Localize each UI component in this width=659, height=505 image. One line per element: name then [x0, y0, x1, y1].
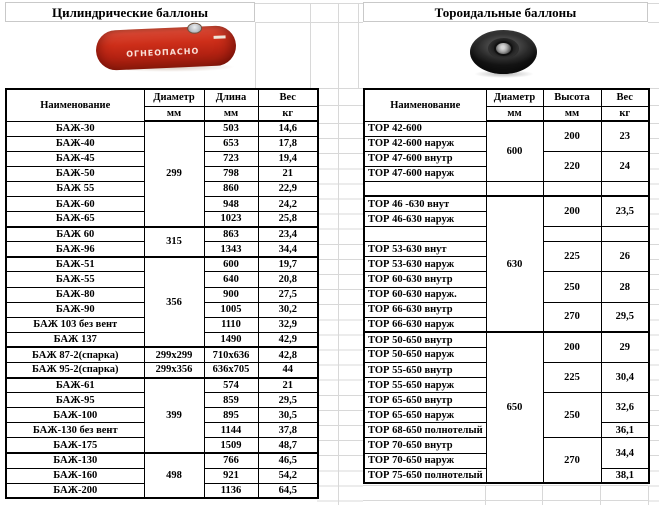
gridline [485, 486, 486, 505]
gridline [358, 3, 359, 88]
name-cell: ТОР 65-650 внутр [364, 393, 486, 408]
name-cell: БАЖ-40 [6, 136, 144, 151]
empty-cell [601, 181, 649, 196]
name-cell: ТОР 53-630 наруж [364, 257, 486, 272]
height-cell: 225 [543, 242, 601, 272]
length-cell: 1136 [204, 483, 258, 498]
weight-cell: 14,6 [258, 121, 318, 136]
header-weight: Вес [258, 89, 318, 106]
unit-mm: мм [204, 106, 258, 121]
height-cell: 250 [543, 272, 601, 302]
table-body [364, 121, 649, 483]
length-cell: 900 [204, 287, 258, 302]
table-row [6, 257, 318, 272]
weight-cell: 34,4 [601, 438, 649, 468]
table-header [6, 89, 318, 121]
header-row [6, 89, 318, 106]
name-cell: БАЖ-65 [6, 212, 144, 227]
gridline [648, 3, 659, 4]
diameter-cell: 630 [486, 196, 543, 332]
unit-mm: мм [144, 106, 204, 121]
length-cell: 600 [204, 257, 258, 272]
weight-cell: 23 [601, 121, 649, 151]
header-name: Наименование [6, 89, 144, 121]
length-cell: 948 [204, 196, 258, 211]
unit-mm: мм [543, 106, 601, 121]
length-cell: 1144 [204, 423, 258, 438]
name-cell: ТОР 42-600 наруж [364, 136, 486, 151]
left-section-title: Цилиндрические баллоны [5, 2, 255, 22]
name-cell: БАЖ-80 [6, 287, 144, 302]
table-row [364, 121, 649, 136]
length-cell: 1110 [204, 317, 258, 332]
length-cell: 1509 [204, 438, 258, 453]
weight-cell: 30,5 [258, 408, 318, 423]
name-cell: ТОР 66-630 внутр [364, 302, 486, 317]
weight-cell: 29,5 [258, 393, 318, 408]
table-header [364, 89, 649, 121]
empty-cell [543, 227, 601, 242]
length-cell: 860 [204, 181, 258, 196]
cylinder-valve [187, 22, 202, 34]
length-cell: 859 [204, 393, 258, 408]
cylinder-stencil-dash [214, 35, 226, 39]
name-cell: ТОР 68-650 полнотелый [364, 423, 486, 438]
name-cell: БАЖ-60 [6, 196, 144, 211]
length-cell: 1490 [204, 332, 258, 347]
length-cell: 636х705 [204, 363, 258, 378]
toroidal-table [363, 88, 650, 484]
name-cell: БАЖ 137 [6, 332, 144, 347]
length-cell: 640 [204, 272, 258, 287]
length-cell: 723 [204, 151, 258, 166]
diameter-cell: 299 [144, 121, 204, 227]
weight-cell: 37,8 [258, 423, 318, 438]
gridline [338, 3, 339, 505]
table-row [6, 121, 318, 136]
name-cell: ТОР 47-600 внутр [364, 151, 486, 166]
weight-cell: 27,5 [258, 287, 318, 302]
name-cell: ТОР 50-650 внутр [364, 332, 486, 347]
cylindrical-table [5, 88, 319, 499]
name-cell: ТОР 65-650 наруж [364, 408, 486, 423]
weight-cell: 54,2 [258, 468, 318, 483]
header-height: Высота [543, 89, 601, 106]
gridline [648, 22, 659, 23]
length-cell: 895 [204, 408, 258, 423]
table-row [364, 181, 649, 196]
weight-cell: 20,8 [258, 272, 318, 287]
diameter-cell: 498 [144, 453, 204, 498]
name-cell: БАЖ 55 [6, 181, 144, 196]
length-cell: 1343 [204, 242, 258, 257]
table-row [6, 227, 318, 242]
weight-cell: 36,1 [601, 423, 649, 438]
name-cell: БАЖ 95-2(спарка) [6, 363, 144, 378]
gridline [317, 88, 363, 89]
name-cell: ТОР 60-630 внутр [364, 272, 486, 287]
name-cell: БАЖ-175 [6, 438, 144, 453]
length-cell: 766 [204, 453, 258, 468]
length-cell: 574 [204, 378, 258, 393]
name-cell: ТОР 46-630 наруж [364, 212, 486, 227]
cylinder-image [95, 25, 237, 71]
weight-cell: 38,1 [601, 468, 649, 483]
gridline [600, 486, 601, 505]
length-cell: 863 [204, 227, 258, 242]
gridline [255, 22, 363, 23]
height-cell: 270 [543, 438, 601, 483]
name-cell: ТОР 42-600 [364, 121, 486, 136]
weight-cell: 23,4 [258, 227, 318, 242]
table-row [6, 453, 318, 468]
name-cell: БАЖ 60 [6, 227, 144, 242]
header-name: Наименование [364, 89, 486, 121]
height-cell: 270 [543, 302, 601, 332]
diameter-cell: 399 [144, 378, 204, 453]
length-cell: 1005 [204, 302, 258, 317]
gridline [255, 22, 256, 88]
header-row [364, 89, 649, 106]
name-cell: ТОР 66-630 наруж [364, 317, 486, 332]
gridline [255, 3, 363, 4]
name-cell: БАЖ-130 [6, 453, 144, 468]
empty-cell [543, 181, 601, 196]
name-cell: БАЖ-51 [6, 257, 144, 272]
table-row [6, 363, 318, 378]
length-cell: 1023 [204, 212, 258, 227]
gridline [310, 3, 311, 88]
empty-cell [601, 227, 649, 242]
length-cell: 798 [204, 166, 258, 181]
unit-kg: кг [601, 106, 649, 121]
diameter-cell: 299х356 [144, 363, 204, 378]
name-cell: БАЖ-96 [6, 242, 144, 257]
weight-cell: 23,5 [601, 196, 649, 226]
weight-cell: 29,5 [601, 302, 649, 332]
weight-cell: 19,7 [258, 257, 318, 272]
length-cell: 921 [204, 468, 258, 483]
length-cell: 653 [204, 136, 258, 151]
name-cell: БАЖ-61 [6, 378, 144, 393]
diameter-cell: 600 [486, 121, 543, 181]
weight-cell: 64,5 [258, 483, 318, 498]
table-row [364, 196, 649, 211]
empty-cell [364, 181, 486, 196]
empty-cell [486, 181, 543, 196]
name-cell: ТОР 53-630 внут [364, 242, 486, 257]
height-cell: 250 [543, 393, 601, 438]
name-cell: ТОР 50-650 наруж [364, 347, 486, 362]
header-weight: Вес [601, 89, 649, 106]
name-cell: БАЖ 87-2(спарка) [6, 347, 144, 362]
table-row [6, 347, 318, 362]
diameter-cell: 650 [486, 332, 543, 483]
weight-cell: 44 [258, 363, 318, 378]
weight-cell: 32,9 [258, 317, 318, 332]
gridlines-below-right-table [363, 485, 648, 505]
table-body [6, 121, 318, 498]
diameter-cell: 315 [144, 227, 204, 257]
name-cell: БАЖ-130 без вент [6, 423, 144, 438]
weight-cell: 28 [601, 272, 649, 302]
weight-cell: 46,5 [258, 453, 318, 468]
weight-cell: 30,2 [258, 302, 318, 317]
name-cell: БАЖ-30 [6, 121, 144, 136]
header-diameter: Диаметр [144, 89, 204, 106]
toroid-image [470, 30, 537, 74]
weight-cell: 48,7 [258, 438, 318, 453]
weight-cell: 22,9 [258, 181, 318, 196]
empty-cell [364, 227, 486, 242]
length-cell: 503 [204, 121, 258, 136]
gridline [542, 486, 543, 505]
unit-mm: мм [486, 106, 543, 121]
name-cell: БАЖ-95 [6, 393, 144, 408]
weight-cell: 30,4 [601, 363, 649, 393]
height-cell: 200 [543, 121, 601, 151]
gridlines-gap-strip [317, 123, 363, 505]
weight-cell: 17,8 [258, 136, 318, 151]
name-cell: БАЖ-45 [6, 151, 144, 166]
header-length: Длина [204, 89, 258, 106]
diameter-cell: 356 [144, 257, 204, 348]
weight-cell: 26 [601, 242, 649, 272]
right-section-title: Тороидальные баллоны [363, 2, 648, 22]
header-diameter: Диаметр [486, 89, 543, 106]
name-cell: БАЖ-200 [6, 483, 144, 498]
weight-cell: 24 [601, 151, 649, 181]
weight-cell: 21 [258, 378, 318, 393]
gridline [317, 105, 363, 106]
name-cell: БАЖ-160 [6, 468, 144, 483]
name-cell: ТОР 60-630 наруж. [364, 287, 486, 302]
height-cell: 200 [543, 196, 601, 226]
name-cell: ТОР 46 -630 внут [364, 196, 486, 211]
weight-cell: 42,9 [258, 332, 318, 347]
weight-cell: 42,8 [258, 347, 318, 362]
weight-cell: 25,8 [258, 212, 318, 227]
name-cell: БАЖ-100 [6, 408, 144, 423]
name-cell: ТОР 55-650 внутр [364, 363, 486, 378]
diameter-cell: 299х299 [144, 347, 204, 362]
name-cell: БАЖ 103 без вент [6, 317, 144, 332]
gridline [648, 486, 649, 505]
weight-cell: 32,6 [601, 393, 649, 423]
name-cell: ТОР 55-650 наруж [364, 378, 486, 393]
unit-kg: кг [258, 106, 318, 121]
name-cell: БАЖ-90 [6, 302, 144, 317]
weight-cell: 24,2 [258, 196, 318, 211]
weight-cell: 29 [601, 332, 649, 362]
height-cell: 220 [543, 151, 601, 181]
height-cell: 225 [543, 363, 601, 393]
name-cell: БАЖ-55 [6, 272, 144, 287]
toroid-valve-hub [496, 43, 511, 54]
name-cell: ТОР 70-650 наруж [364, 453, 486, 468]
name-cell: ТОР 70-650 внутр [364, 438, 486, 453]
weight-cell: 34,4 [258, 242, 318, 257]
name-cell: ТОР 47-600 наруж [364, 166, 486, 181]
name-cell: ТОР 75-650 полнотелый [364, 468, 486, 483]
weight-cell: 19,4 [258, 151, 318, 166]
table-row [6, 378, 318, 393]
weight-cell: 21 [258, 166, 318, 181]
table-row [364, 332, 649, 347]
name-cell: БАЖ-50 [6, 166, 144, 181]
height-cell: 200 [543, 332, 601, 362]
length-cell: 710х636 [204, 347, 258, 362]
cylinder-warning-label: ОГНЕОПАСНО [126, 46, 200, 59]
